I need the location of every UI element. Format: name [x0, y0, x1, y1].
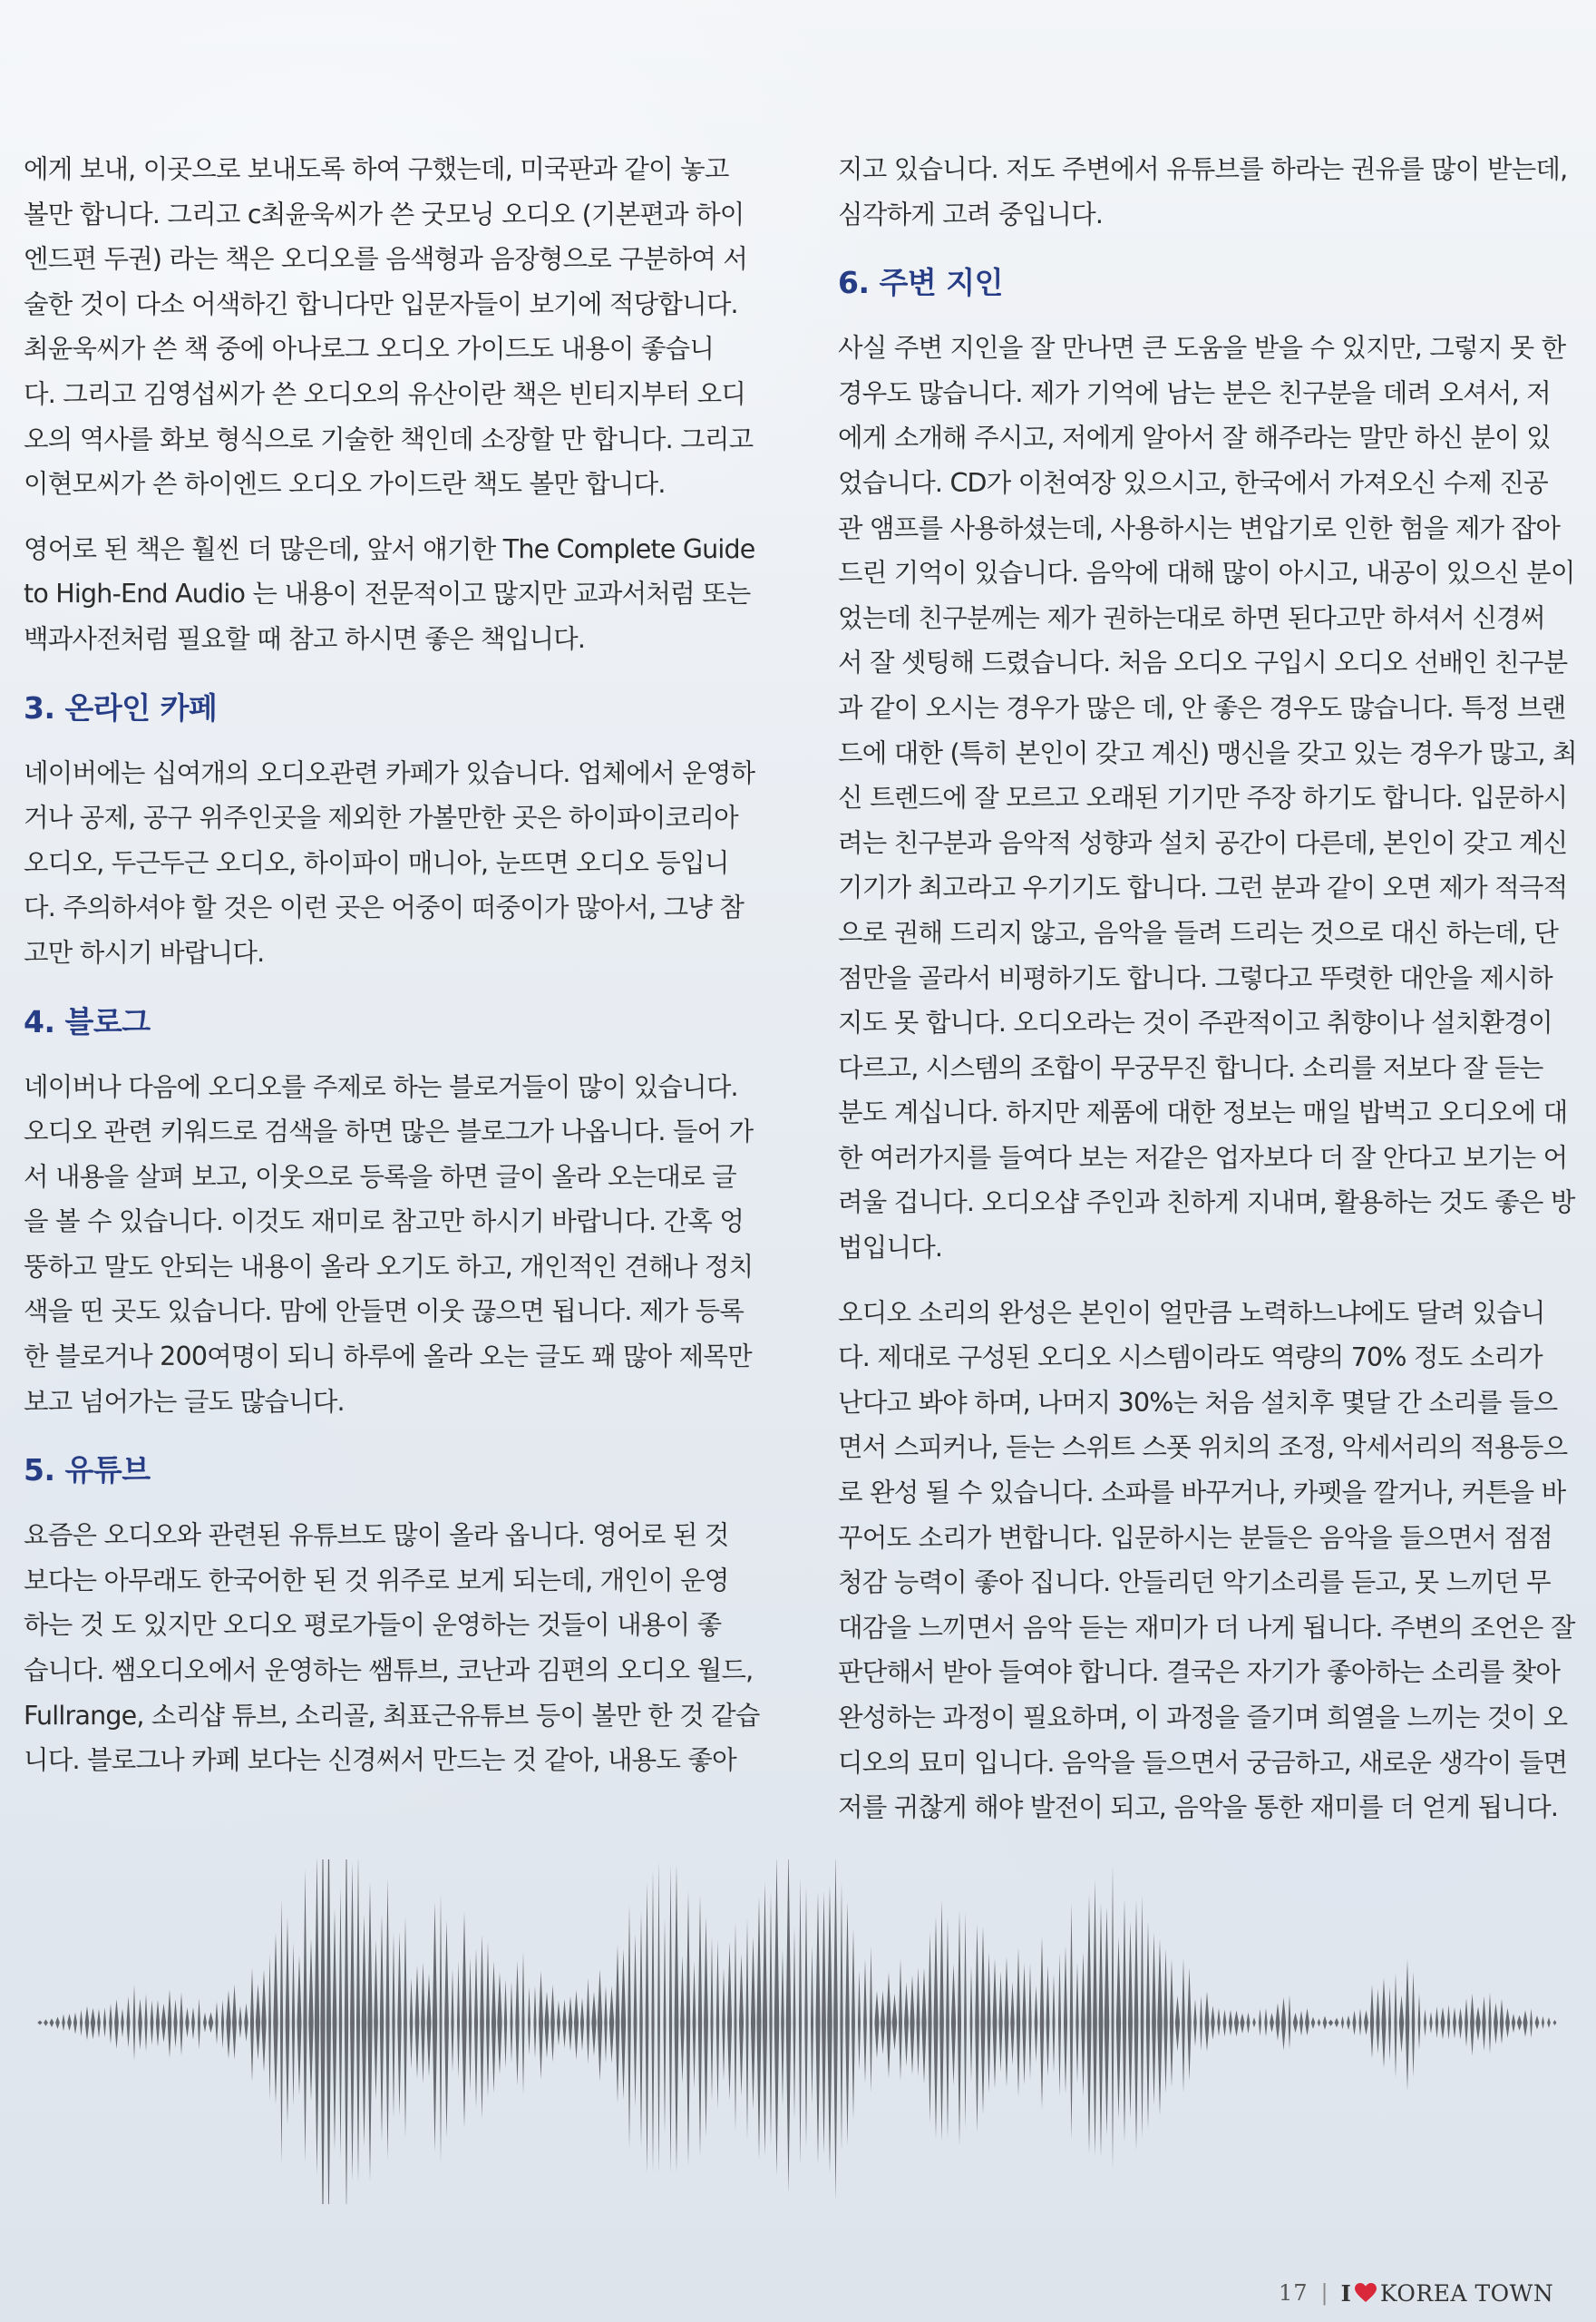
- page-number: 17: [1279, 2280, 1309, 2306]
- left-paragraph: 네이버나 다음에 오디오를 주제로 하는 블로거들이 많이 있습니다. 오디오 관련 키워드로 검색을 하면 많은 블로그가 나옵니다. 들어 가 서 내용을 살펴 보고, 이웃으로 등록을 하면 글이 올라 오는대로 글 을 볼 수 있습니다. 이것도 재미로 참고만 하시기 바랍니다. 간혹 엉 뚱하고 말도 안되는 내용이 올라 오기도 하고, 개인적인 견해나 정치 색을 띤 곳도 있습니다. 맘에 안들면 이웃 끊으면 됩니다. 제가 등록 한 블로거나 200여명이 되니 하루에 올라 오는 글도 꽤 많아 제목만 보고 넘어가는 글도 많습니다.: [24, 1071, 754, 1417]
- sound-waveform-graphic: [36, 1859, 1560, 2204]
- right-paragraph: 사실 주변 지인을 잘 만나면 큰 도움을 받을 수 있지만, 그렇지 못 한 경우도 많습니다. 제가 기억에 남는 분은 친구분을 데려 오셔서, 저 에게 소개해 주시고, 저에게 알아서 잘 해주라는 말만 하신 분이 있 었습니다. CD가 이천여장 있으시고, 한국에서 가져오신 수제 진공 관 앰프를 사용하셨는데, 사용하시는 변압기로 인한 험을 제가 잡아 드린 기억이 있습니다. 음악에 대해 많이 아시고, 내공이 있으신 분이 었는데 친구분께는 제가 권하는대로 하면 된다고만 하셔서 신경써 서 잘 셋팅해 드렸습니다. 처음 오디오 구입시 오디오 선배인 친구분 과 같이 오시는 경우가 많은 데, 안 좋은 경우도 많습니다. 특정 브랜 드에 대한 (특히 본인이 갖고 계신) 맹신을 갖고 있는 경우가 많고, 최 신 트렌드에 잘 모르고 오래된 기기만 주장 하기도 합니다. 입문하시 려는 친구분과 음악적 성향과 설치 공간이 다른데, 본인이 갖고 계신 기기가 최고라고 우기기도 합니다. 그런 분과 같이 오면 제가 적극적 으로 권해 드리지 않고, 음악을 들려 드리는 것으로 대신 하는데, 단 점만을 골라서 비평하기도 합니다. 그렇다고 뚜렷한 대안을 제시하 지도 못 합니다. 오디오라는 것이 주관적이고 취향이나 설치환경이 다르고, 시스템의 조합이 무궁무진 합니다. 소리를 저보다 잘 듣는 분도 계십니다. 하지만 제품에 대한 정보는 매일 밥벅고 오디오에 대 한 여러가지를 들여다 보는 저같은 업자보다 더 잘 안다고 보기는 어 려울 겁니다. 오디오샵 주인과 친하게 지내며, 활용하는 것도 좋은 방 법입니다.: [838, 333, 1577, 1263]
- heart-icon: [1355, 2283, 1377, 2303]
- brand-prefix: I: [1340, 2279, 1351, 2307]
- right-column: [838, 147, 1591, 1850]
- left-paragraph: 요즘은 오디오와 관련된 유튜브도 많이 올라 옵니다. 영어로 된 것 보다는 아무래도 한국어한 된 것 위주로 보게 되는데, 개인이 운영 하는 것 도 있지만 오디오 평로가들이 운영하는 것들이 내용이 좋 습니다. 쌤오디오에서 운영하는 쌤튜브, 코난과 김편의 오디오 월드, Fullrange, 소리샵 튜브, 소리골, 최표근유튜브 등이 볼만 한 것 같습 니다. 블로그나 카페 보다는 신경써서 만드는 것 같아, 내용도 좋아: [24, 1520, 760, 1776]
- left-section-heading: 4. 블로그: [24, 1003, 151, 1039]
- left-section-heading: 5. 유튜브: [24, 1452, 151, 1488]
- left-section-heading: 3. 온라인 카페: [24, 689, 218, 726]
- brand-name: KOREA TOWN: [1379, 2279, 1554, 2307]
- left-paragraph: 네이버에는 십여개의 오디오관련 카페가 있습니다. 업체에서 운영하 거나 공제, 공구 위주인곳을 제외한 가볼만한 곳은 하이파이코리아 오디오, 두근두근 오디오, 하이파이 매니아, 눈뜨면 오디오 등입니 다. 주의하셔야 할 것은 이런 곳은 어중이 떠중이가 많아서, 그냥 참 고만 하시기 바랍니다.: [24, 757, 755, 968]
- footer-separator: |: [1320, 2280, 1328, 2306]
- right-paragraph: 지고 있습니다. 저도 주변에서 유튜브를 하라는 권유를 많이 받는데, 심각하게 고려 중입니다.: [838, 154, 1568, 229]
- right-paragraph: 오디오 소리의 완성은 본인이 얼만큼 노력하느냐에도 달려 있습니 다. 제대로 구성된 오디오 시스템이라도 역량의 70% 정도 소리가 난다고 봐야 하며, 나머지 30%는 처음 설치후 몇달 간 소리를 들으 면서 스피커나, 듣는 스위트 스폿 위치의 조정, 악세서리의 적용등으 로 완성 될 수 있습니다. 소파를 바꾸거나, 카펫을 깔거나, 커튼을 바 꾸어도 소리가 변합니다. 입문하시는 분들은 음악을 들으면서 점점 청감 능력이 좋아 집니다. 안들리던 악기소리를 듣고, 못 느끼던 무 대감을 느끼면서 음악 듣는 재미가 더 나게 됩니다. 주변의 조언은 잘 판단해서 받아 들여야 합니다. 결국은 자기가 좋아하는 소리를 찾아 완성하는 과정이 필요하며, 이 과정을 즐기며 희열을 느끼는 것이 오 디오의 묘미 입니다. 음악을 들으면서 궁금하고, 새로운 생각이 들면 저를 귀찮게 해야 발전이 되고, 음악을 통한 재미를 더 얻게 됩니다.: [838, 1297, 1575, 1823]
- page-footer: [1279, 2275, 1553, 2311]
- left-column: [24, 147, 776, 1803]
- left-paragraph: 에게 보내, 이곳으로 보내도록 하여 구했는데, 미국판과 같이 놓고 볼만 합니다. 그리고 c최윤욱씨가 쓴 굿모닝 오디오 (기본편과 하이 엔드편 두권) 라는 책은 오디오를 음색형과 음장형으로 구분하여 서 술한 것이 다소 어색하긴 합니다만 입문자들이 보기에 적당합니다. 최윤욱씨가 쓴 책 중에 아나로그 오디오 가이드도 내용이 좋습니 다. 그리고 김영섭씨가 쓴 오디오의 유산이란 책은 빈티지부터 오디 오의 역사를 화보 형식으로 기술한 책인데 소장할 만 합니다. 그리고 이현모씨가 쓴 하이엔드 오디오 가이드란 책도 볼만 합니다.: [24, 154, 754, 500]
- right-section-heading: 6. 주변 지인: [838, 265, 1003, 301]
- left-paragraph: 영어로 된 책은 훨씬 더 많은데, 앞서 얘기한 The Complete Guide to High-End Audio 는 내용이 전문적이고 많지만 교과서처럼 또는 백과사전처럼 필요할 때 참고 하시면 좋은 책입니다.: [24, 533, 755, 654]
